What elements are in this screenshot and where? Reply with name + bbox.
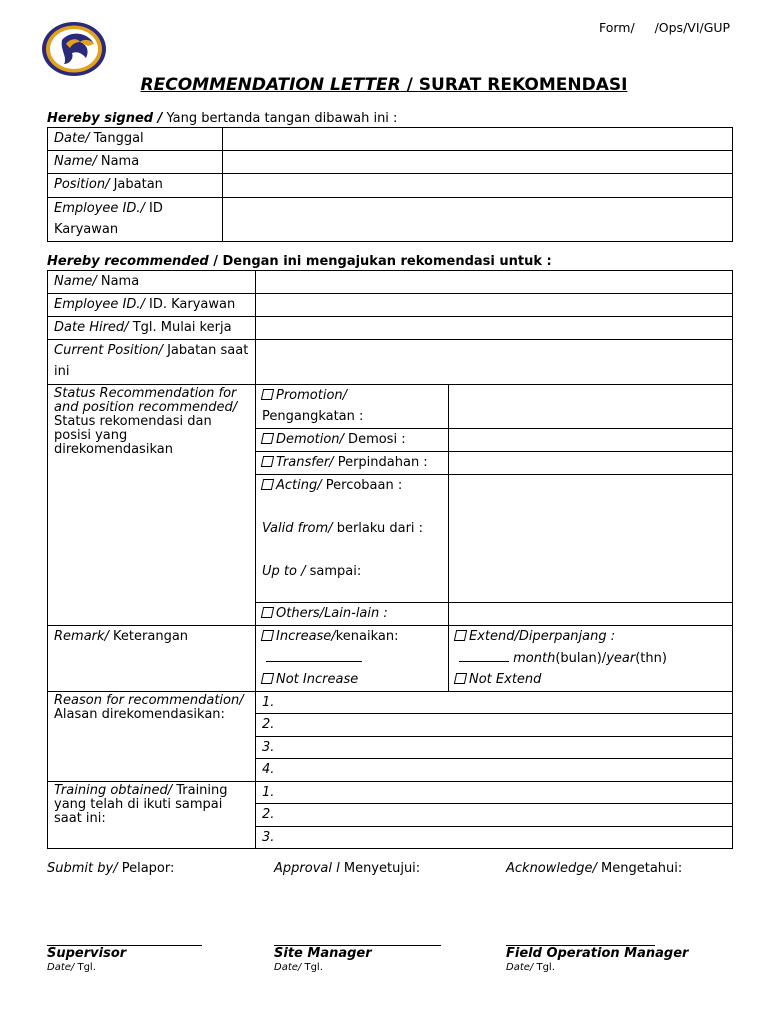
candidate-employee-id-field[interactable]	[256, 294, 733, 317]
candidate-name-field[interactable]	[256, 271, 733, 294]
extend-option[interactable]: Extend/Diperpanjang : month(bulan)/year(thn) Not Extend	[449, 626, 733, 692]
promotion-field[interactable]	[449, 385, 733, 429]
transfer-field[interactable]	[449, 452, 733, 475]
reason-item-3[interactable]: 3.	[256, 737, 733, 759]
others-checkbox[interactable]	[261, 607, 274, 618]
extend-checkbox[interactable]	[454, 630, 467, 641]
not-extend-checkbox[interactable]	[454, 673, 467, 684]
promotion-option[interactable]: Promotion/ Pengangkatan :	[256, 385, 449, 429]
increase-option[interactable]: Increase/kenaikan: Not Increase	[256, 626, 449, 692]
signer-table	[47, 127, 733, 242]
candidate-name-label: Name/ Nama	[48, 271, 256, 294]
supervisor-date-label: Date/ Tgl.	[47, 962, 96, 973]
reason-label: Reason for recommendation/ Alasan direkomendasikan:	[48, 692, 256, 782]
up-to-label: Up to / sampai:	[262, 564, 362, 579]
reason-item-2[interactable]: 2.	[256, 714, 733, 737]
table-row	[48, 626, 733, 692]
form-number: Form/ /Ops/VI/GUP	[599, 20, 731, 35]
table-row	[48, 294, 733, 317]
training-item-3[interactable]: 3.	[256, 827, 733, 849]
signer-position-label: Position/ Jabatan	[48, 174, 223, 198]
transfer-checkbox[interactable]	[261, 456, 274, 467]
submit-by-label: Submit by/ Pelapor:	[47, 861, 175, 876]
signer-position-field[interactable]	[223, 174, 733, 198]
site-manager-date-label: Date/ Tgl.	[274, 962, 323, 973]
site-manager-title: Site Manager	[274, 946, 372, 961]
table-row	[48, 692, 733, 714]
table-row	[48, 385, 733, 429]
date-hired-field[interactable]	[256, 317, 733, 340]
reason-item-1[interactable]: 1.	[256, 692, 733, 714]
signed-heading	[47, 111, 397, 126]
acting-checkbox[interactable]	[261, 479, 274, 490]
transfer-option[interactable]: Transfer/ Perpindahan :	[256, 452, 449, 475]
signed-heading-en: Hereby signed /	[47, 111, 163, 126]
signer-name-field[interactable]	[223, 151, 733, 174]
table-row	[48, 198, 733, 242]
table-row	[48, 174, 733, 198]
table-row	[48, 317, 733, 340]
page-title	[0, 75, 768, 95]
title-separator: /	[400, 75, 419, 95]
table-row	[48, 271, 733, 294]
others-field[interactable]	[449, 603, 733, 626]
promotion-checkbox[interactable]	[261, 389, 274, 400]
title-indonesian: SURAT REKOMENDASI	[418, 75, 628, 95]
not-increase-checkbox[interactable]	[261, 673, 274, 684]
demotion-field[interactable]	[449, 429, 733, 452]
remark-label: Remark/ Keterangan	[48, 626, 256, 692]
status-label: Status Recommendation for and position recommended/ Status rekomendasi dan posisi yang direkomendasikan	[48, 385, 256, 626]
training-item-1[interactable]: 1.	[256, 782, 733, 804]
recommended-heading	[47, 254, 552, 269]
title-english: RECOMMENDATION LETTER	[140, 75, 401, 95]
acknowledge-label: Acknowledge/ Mengetahui:	[506, 861, 683, 876]
acting-option[interactable]: Acting/ Percobaan : Valid from/ berlaku dari : Up to / sampai:	[256, 475, 449, 603]
acting-field[interactable]	[449, 475, 733, 603]
training-item-2[interactable]: 2.	[256, 804, 733, 827]
others-option[interactable]: Others/Lain-lain :	[256, 603, 449, 626]
current-position-field[interactable]	[256, 340, 733, 385]
increase-checkbox[interactable]	[261, 630, 274, 641]
table-row	[48, 128, 733, 151]
signer-employee-id-label: Employee ID./ ID Karyawan	[48, 198, 223, 242]
extend-blank[interactable]	[459, 647, 509, 662]
field-manager-title: Field Operation Manager	[506, 946, 689, 961]
recommended-heading-id: / Dengan ini mengajukan rekomendasi untuk :	[208, 254, 552, 269]
valid-from-label: Valid from/ berlaku dari :	[262, 521, 424, 536]
current-position-label: Current Position/ Jabatan saat ini	[48, 340, 256, 385]
signer-date-label: Date/ Tanggal	[48, 128, 223, 151]
reason-item-4[interactable]: 4.	[256, 759, 733, 782]
training-label: Training obtained/ Training yang telah di ikuti sampai saat ini:	[48, 782, 256, 849]
signer-date-field[interactable]	[223, 128, 733, 151]
signer-employee-id-field[interactable]	[223, 198, 733, 242]
table-row	[48, 340, 733, 385]
approval-label: Approval l Menyetujui:	[274, 861, 421, 876]
recommendation-table	[47, 270, 733, 849]
table-row	[48, 151, 733, 174]
demotion-option[interactable]: Demotion/ Demosi :	[256, 429, 449, 452]
signed-heading-id: Yang bertanda tangan dibawah ini :	[162, 111, 398, 126]
supervisor-title: Supervisor	[47, 946, 127, 961]
demotion-checkbox[interactable]	[261, 433, 274, 444]
recommended-heading-en: Hereby recommended	[47, 254, 209, 269]
date-hired-label: Date Hired/ Tgl. Mulai kerja	[48, 317, 256, 340]
increase-blank[interactable]	[266, 647, 362, 662]
company-logo	[40, 20, 108, 78]
candidate-employee-id-label: Employee ID./ ID. Karyawan	[48, 294, 256, 317]
field-manager-date-label: Date/ Tgl.	[506, 962, 555, 973]
table-row	[48, 782, 733, 804]
signer-name-label: Name/ Nama	[48, 151, 223, 174]
